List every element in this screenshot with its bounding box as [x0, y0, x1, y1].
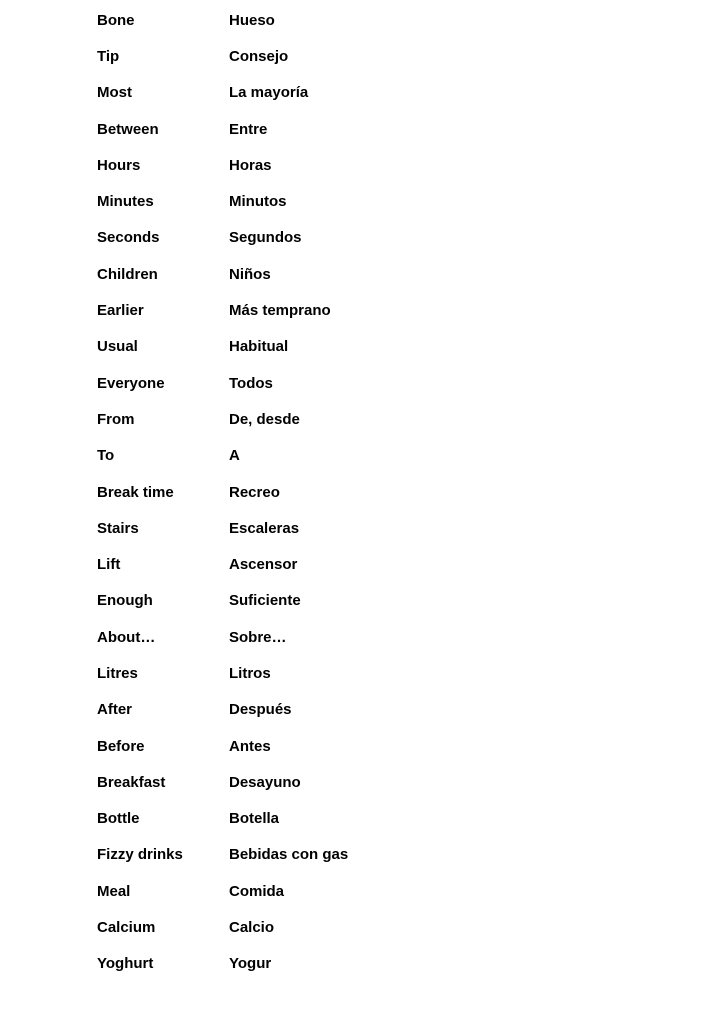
english-word: Earlier: [97, 302, 144, 320]
spanish-translation: Hueso: [229, 11, 275, 29]
vocabulary-row: [97, 329, 348, 365]
vocabulary-row: [97, 220, 348, 256]
vocabulary-list: [97, 2, 348, 982]
spanish-translation: Más temprano: [229, 302, 331, 320]
vocabulary-row: [97, 256, 348, 292]
vocabulary-row: [97, 655, 348, 691]
english-word: From: [97, 410, 135, 428]
spanish-translation: La mayoría: [229, 84, 309, 102]
vocabulary-row: [97, 583, 348, 619]
spanish-translation: Segundos: [229, 229, 302, 247]
spanish-translation: Después: [229, 701, 292, 719]
english-word: Everyone: [97, 374, 165, 392]
vocabulary-row: [97, 183, 348, 219]
english-word: Usual: [97, 338, 138, 356]
english-word: Meal: [97, 882, 131, 900]
english-word: Between: [97, 120, 159, 138]
english-word: Yoghurt: [97, 955, 154, 973]
english-word: Tip: [97, 47, 120, 65]
english-word: Bottle: [97, 810, 140, 828]
spanish-translation: Comida: [229, 882, 285, 900]
english-word: About…: [97, 628, 156, 646]
vocabulary-row: [97, 837, 348, 873]
spanish-translation: Todos: [229, 374, 273, 392]
vocabulary-row: [97, 2, 348, 38]
spanish-translation: A: [229, 447, 240, 465]
spanish-translation: Desayuno: [229, 773, 301, 791]
spanish-translation: Entre: [229, 120, 268, 138]
english-word: Fizzy drinks: [97, 846, 183, 864]
vocabulary-row: [97, 438, 348, 474]
vocabulary-row: [97, 801, 348, 837]
spanish-translation: Botella: [229, 810, 280, 828]
spanish-translation: Yogur: [229, 955, 272, 973]
vocabulary-row: [97, 75, 348, 111]
spanish-translation: Horas: [229, 156, 272, 174]
spanish-translation: Consejo: [229, 47, 289, 65]
spanish-translation: Minutos: [229, 193, 287, 211]
english-word: Break time: [97, 483, 174, 501]
vocabulary-row: [97, 764, 348, 800]
vocabulary-row: [97, 111, 348, 147]
spanish-translation: Habitual: [229, 338, 289, 356]
spanish-translation: Litros: [229, 664, 271, 682]
english-word: Before: [97, 737, 145, 755]
spanish-translation: Antes: [229, 737, 271, 755]
spanish-translation: Niños: [229, 265, 271, 283]
english-word: Bone: [97, 11, 135, 29]
vocabulary-row: [97, 147, 348, 183]
english-word: Seconds: [97, 229, 160, 247]
vocabulary-row: [97, 546, 348, 582]
vocabulary-row: [97, 619, 348, 655]
vocabulary-row: [97, 692, 348, 728]
vocabulary-row: [97, 365, 348, 401]
spanish-translation: Suficiente: [229, 592, 301, 610]
english-word: Lift: [97, 556, 121, 574]
english-word: Hours: [97, 156, 141, 174]
vocabulary-row: [97, 946, 348, 982]
english-word: Enough: [97, 592, 153, 610]
english-word: Minutes: [97, 193, 154, 211]
vocabulary-row: [97, 401, 348, 437]
english-word: Most: [97, 84, 132, 102]
vocabulary-row: [97, 909, 348, 945]
spanish-translation: Bebidas con gas: [229, 846, 349, 864]
vocabulary-row: [97, 474, 348, 510]
english-word: Children: [97, 265, 158, 283]
spanish-translation: Recreo: [229, 483, 280, 501]
english-word: Breakfast: [97, 773, 166, 791]
english-word: Calcium: [97, 919, 156, 937]
spanish-translation: Sobre…: [229, 628, 287, 646]
english-word: After: [97, 701, 133, 719]
vocabulary-row: [97, 510, 348, 546]
spanish-translation: Ascensor: [229, 556, 298, 574]
vocabulary-row: [97, 873, 348, 909]
vocabulary-row: [97, 728, 348, 764]
english-word: Stairs: [97, 519, 139, 537]
spanish-translation: De, desde: [229, 410, 300, 428]
vocabulary-row: [97, 38, 348, 74]
vocabulary-row: [97, 292, 348, 328]
spanish-translation: Calcio: [229, 919, 275, 937]
spanish-translation: Escaleras: [229, 519, 300, 537]
english-word: To: [97, 447, 115, 465]
english-word: Litres: [97, 664, 138, 682]
